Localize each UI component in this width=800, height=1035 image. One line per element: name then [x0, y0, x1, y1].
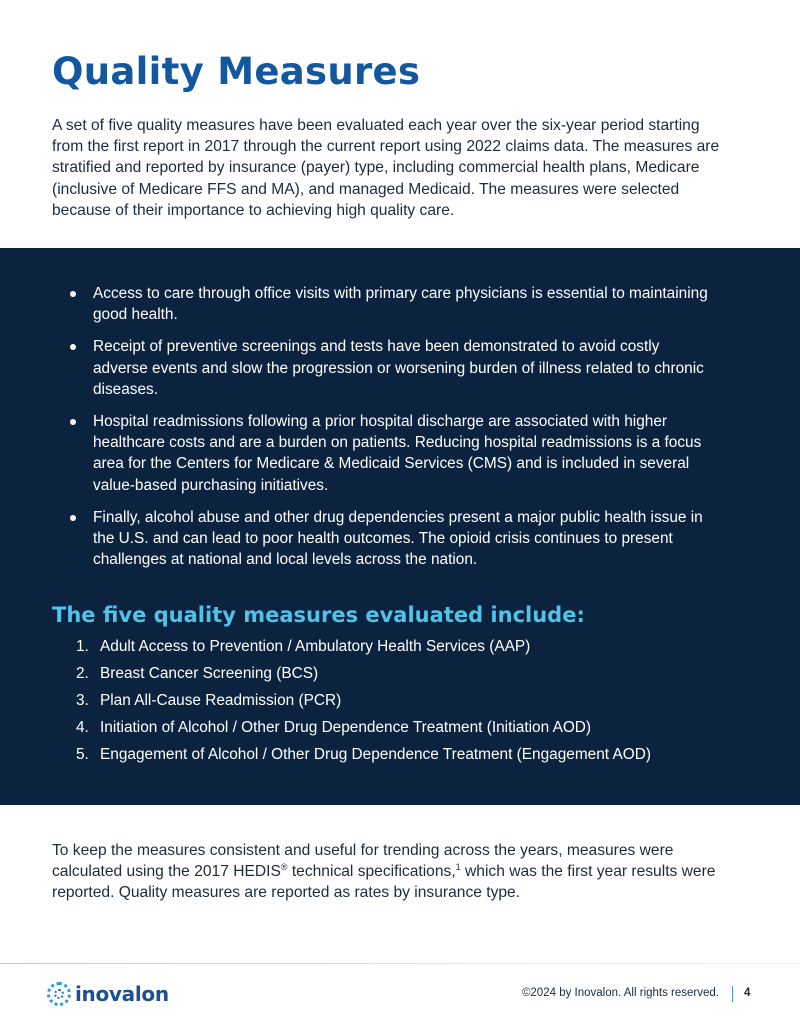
footer-divider	[0, 963, 800, 964]
measure-number: 3.	[76, 692, 89, 709]
measure-item	[76, 690, 756, 711]
measure-text: Breast Cancer Screening (BCS)	[100, 665, 319, 682]
bullet-text: Access to care through office visits with primary care physicians is essential to maintaining good health.	[93, 285, 708, 324]
measure-item	[76, 636, 756, 657]
measure-item	[76, 744, 756, 765]
measure-item	[76, 717, 756, 738]
bullet-text: Hospital readmissions following a prior hospital discharge are associated with higher healthcare costs and are a burden on patients. Reducing hospital readmissions is a focus area for the Centers for Medicare & Medicaid Services (CMS) and is included in several value-based purchasing initiatives.	[93, 413, 702, 494]
closing-text-part3: which was the first year results were reported. Quality measures are reported as rates by insurance type.	[52, 863, 716, 902]
bullet-item	[70, 411, 710, 496]
intro-paragraph: A set of five quality measures have been evaluated each year over the six-year period starting from the first report in 2017 through the current report using 2022 claims data. The measures are stratified and reported by insurance (payer) type, including commercial health plans, Medicare (inclusive of Medicare FFS and MA), and managed Medicaid. The measures were selected because of their importance to achieving high quality care.	[52, 117, 720, 219]
measure-number: 1.	[76, 638, 89, 655]
bullet-item	[70, 336, 710, 400]
bullet-text: Receipt of preventive screenings and tests have been demonstrated to avoid costly adverse events and slow the progression or worsening burden of illness related to chronic diseases.	[93, 338, 704, 398]
measure-number: 2.	[76, 665, 89, 682]
measure-text: Adult Access to Prevention / Ambulatory Health Services (AAP)	[100, 638, 531, 655]
page-title: Quality Measures	[52, 50, 421, 93]
page-number: 4	[744, 987, 751, 999]
bullet-icon	[70, 419, 76, 425]
measures-list	[76, 636, 756, 771]
measure-number: 5.	[76, 746, 89, 763]
bullet-item	[70, 283, 710, 325]
inovalon-logo	[47, 980, 169, 1008]
closing-text-part2: technical specifications,	[287, 863, 456, 881]
bullet-icon	[70, 515, 76, 521]
registered-mark: ®	[280, 862, 288, 873]
inovalon-logo-icon	[47, 982, 71, 1006]
logo-wordmark: inovalon	[75, 982, 169, 1006]
footnote-ref[interactable]: 1	[455, 862, 461, 873]
measure-text: Initiation of Alcohol / Other Drug Dependence Treatment (Initiation AOD)	[100, 719, 592, 736]
measure-item	[76, 663, 756, 684]
bullet-icon	[70, 291, 76, 297]
measure-number: 4.	[76, 719, 89, 736]
measure-text: Plan All-Cause Readmission (PCR)	[100, 692, 342, 709]
measure-text: Engagement of Alcohol / Other Drug Dependence Treatment (Engagement AOD)	[100, 746, 651, 763]
closing-text-part1: To keep the measures consistent and useful for trending across the years, measures were calculated using the 2017 HEDIS	[52, 842, 674, 881]
bullet-item	[70, 507, 710, 571]
rationale-bullet-list	[70, 283, 710, 581]
bullet-icon	[70, 344, 76, 350]
footer-separator	[732, 986, 733, 1002]
bullet-text: Finally, alcohol abuse and other drug dependencies present a major public health issue in the U.S. and can lead to poor health outcomes. The opioid crisis continues to present challenges at national and local levels across the nation.	[93, 508, 703, 569]
closing-paragraph	[52, 840, 732, 904]
copyright-notice: ©2024 by Inovalon. All rights reserved.	[521, 987, 719, 999]
measures-heading: The five quality measures evaluated include:	[52, 603, 585, 627]
